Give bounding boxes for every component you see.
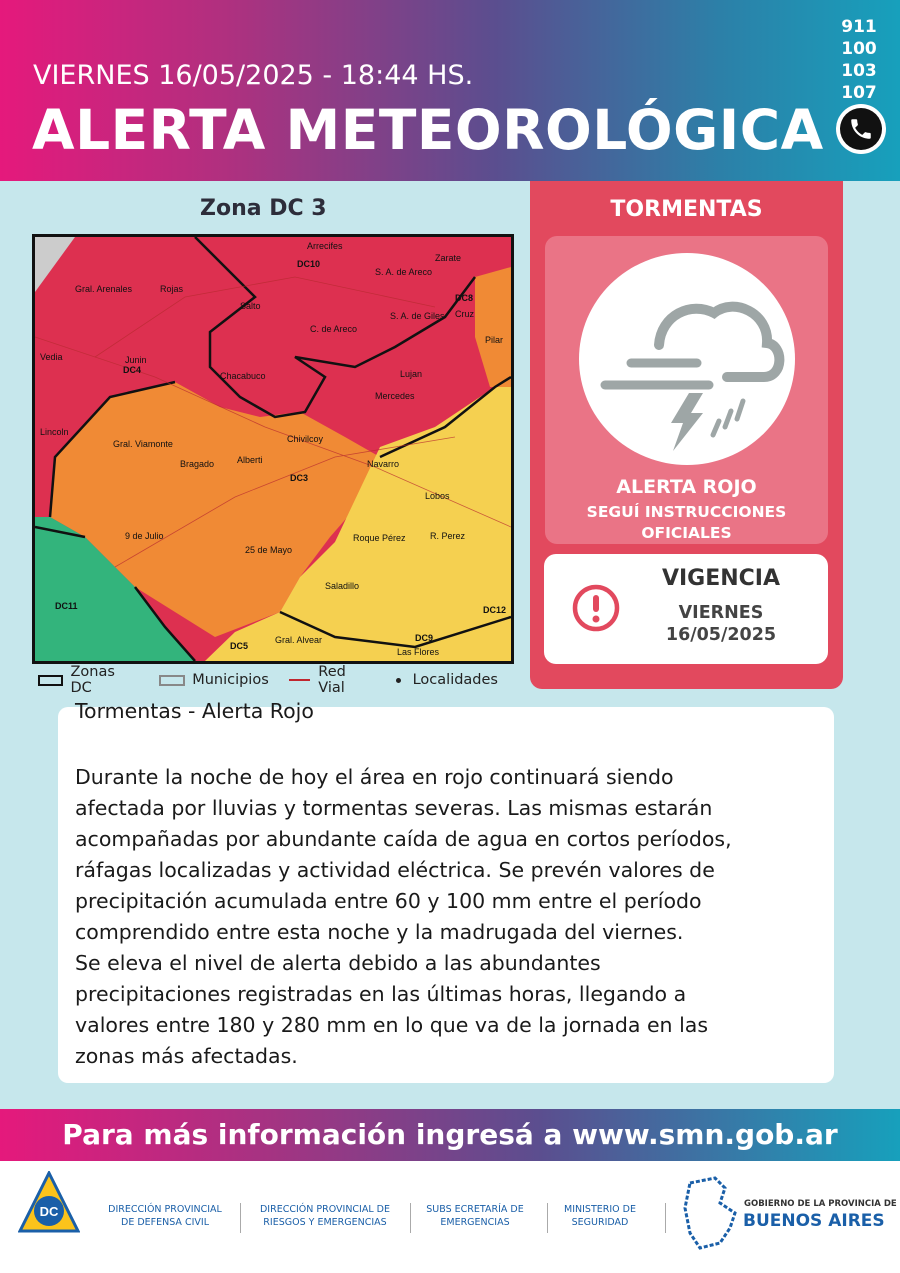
info-link[interactable]: Para más información ingresá a www.smn.gob.ar (62, 1118, 838, 1151)
map-label: DC11 (55, 601, 78, 611)
map-label: Rojas (160, 284, 184, 294)
legend-item: Municipios (159, 672, 269, 688)
page-title: ALERTA METEOROLÓGICA (32, 98, 824, 162)
government-name: BUENOS AIRES (743, 1211, 885, 1231)
emergency-numbers (832, 16, 886, 104)
validity-date: VIERNES 16/05/2025 (665, 603, 777, 645)
map-label: Roque Pérez (353, 533, 406, 543)
header-banner (0, 0, 900, 181)
divider (547, 1203, 548, 1233)
phone-number[interactable]: 911 (841, 17, 877, 37)
map-label: R. Perez (430, 531, 466, 541)
map-title: Zona DC 3 (200, 196, 327, 221)
institutional-footer (0, 1161, 900, 1273)
map-label: 9 de Julio (125, 531, 164, 541)
alert-instruction: SEGUÍ INSTRUCCIONES OFICIALES (586, 503, 787, 542)
alert-level: ALERTA ROJO (616, 476, 757, 498)
map-label: DC4 (123, 365, 142, 375)
zone-swatch-icon (38, 675, 63, 686)
map-label: Vedia (40, 352, 63, 362)
phone-number[interactable]: 103 (841, 61, 877, 81)
map-label: Lobos (425, 491, 450, 501)
divider (240, 1203, 241, 1233)
hazard-title: TORMENTAS (610, 197, 763, 222)
phone-icon (836, 104, 886, 154)
road-line-icon (289, 679, 311, 681)
map-label: Junin (125, 355, 147, 365)
org-riesgos: DIRECCIÓN PROVINCIAL DE RIESGOS Y EMERGENCIAS (259, 1204, 390, 1228)
storm-cloud-icon (579, 253, 795, 465)
map-label: Cruz (455, 309, 475, 319)
map-label: 25 de Mayo (245, 545, 293, 555)
map-label: Arrecifes (307, 241, 343, 251)
divider (665, 1203, 666, 1233)
defensa-civil-logo (18, 1171, 80, 1241)
map-label: C. de Areco (310, 324, 358, 334)
map-label: Salto (240, 301, 261, 311)
legend-item: Red Vial (289, 664, 376, 696)
government-line: GOBIERNO DE LA PROVINCIA DE (744, 1199, 897, 1209)
map-label: Gral. Viamonte (113, 439, 173, 449)
map-label: Mercedes (375, 391, 415, 401)
phone-number[interactable]: 100 (841, 39, 877, 59)
map-label: S. A. de Giles (390, 311, 445, 321)
map-label: Chivilcoy (287, 434, 324, 444)
map-label: Bragado (180, 459, 215, 469)
map-label: Pilar (485, 335, 504, 345)
map-label: Alberti (237, 455, 263, 465)
map-label: DC5 (230, 641, 249, 651)
map-label: DC8 (455, 293, 474, 303)
map-label: DC10 (297, 259, 321, 269)
validity-title: VIGENCIA (661, 566, 781, 591)
map-label: Navarro (367, 459, 400, 469)
map-label: Las Flores (397, 647, 440, 657)
map-label: Saladillo (325, 581, 360, 591)
legend-item: Zonas DC (38, 664, 139, 696)
alert-card (545, 236, 828, 544)
map-label: Lujan (400, 369, 423, 379)
info-banner (0, 1109, 900, 1161)
alert-datetime: VIERNES 16/05/2025 - 18:44 HS. (33, 60, 474, 91)
orange-zone-east (475, 267, 511, 387)
map-label: DC3 (290, 473, 309, 483)
map-label: Gral. Arenales (75, 284, 133, 294)
legend-item: Localidades (396, 672, 498, 688)
alert-description-box (58, 707, 834, 1083)
map-label: DC12 (483, 605, 507, 615)
municipality-swatch-icon (159, 675, 185, 686)
map-label: Gral. Alvear (275, 635, 323, 645)
map-label: Chacabuco (220, 371, 266, 381)
grey-area (35, 237, 75, 292)
map-graphic (35, 237, 511, 661)
alert-panel (530, 181, 843, 689)
dc-badge-text: DC (39, 1204, 59, 1219)
validity-card (544, 554, 828, 664)
weather-icon-circle (579, 253, 795, 465)
province-map-logo (680, 1173, 740, 1253)
divider (410, 1203, 411, 1233)
org-subsecretaria: SUBS ECRETARÍA DE EMERGENCIAS (426, 1204, 524, 1228)
phone-number[interactable]: 107 (841, 83, 877, 103)
map-legend (38, 664, 518, 696)
warning-icon (571, 583, 621, 633)
locality-dot-icon (396, 678, 401, 683)
org-ministerio: MINISTERIO DE SEGURIDAD (564, 1204, 636, 1228)
alert-zone-map (32, 234, 514, 664)
map-label: DC9 (415, 633, 434, 643)
map-label: S. A. de Areco (375, 267, 433, 277)
map-label: Lincoln (40, 427, 69, 437)
description-title: Tormentas - Alerta Rojo (75, 699, 314, 723)
map-label: Zarate (435, 253, 462, 263)
alert-description: Durante la noche de hoy el área en rojo continuará siendo afectada por lluvias y tormentas severas. Las mismas estarán acompañadas por abundante caída de agua en cortos períodos, ráfagas localizadas y actividad eléctrica. Se prevén valores de precipitación acumulada entre 60 y 100 mm entre el período comprendido entre esta noche y la madrugada del viernes. Se eleva el nivel de alerta debido a las abundantes precipitaciones registradas en las últimas horas, llegando a valores entre 180 y 280 mm en lo que va de la jornada en las zonas más afectadas. (75, 765, 732, 1068)
org-defensa-civil: DIRECCIÓN PROVINCIAL DE DEFENSA CIVIL (108, 1204, 222, 1228)
